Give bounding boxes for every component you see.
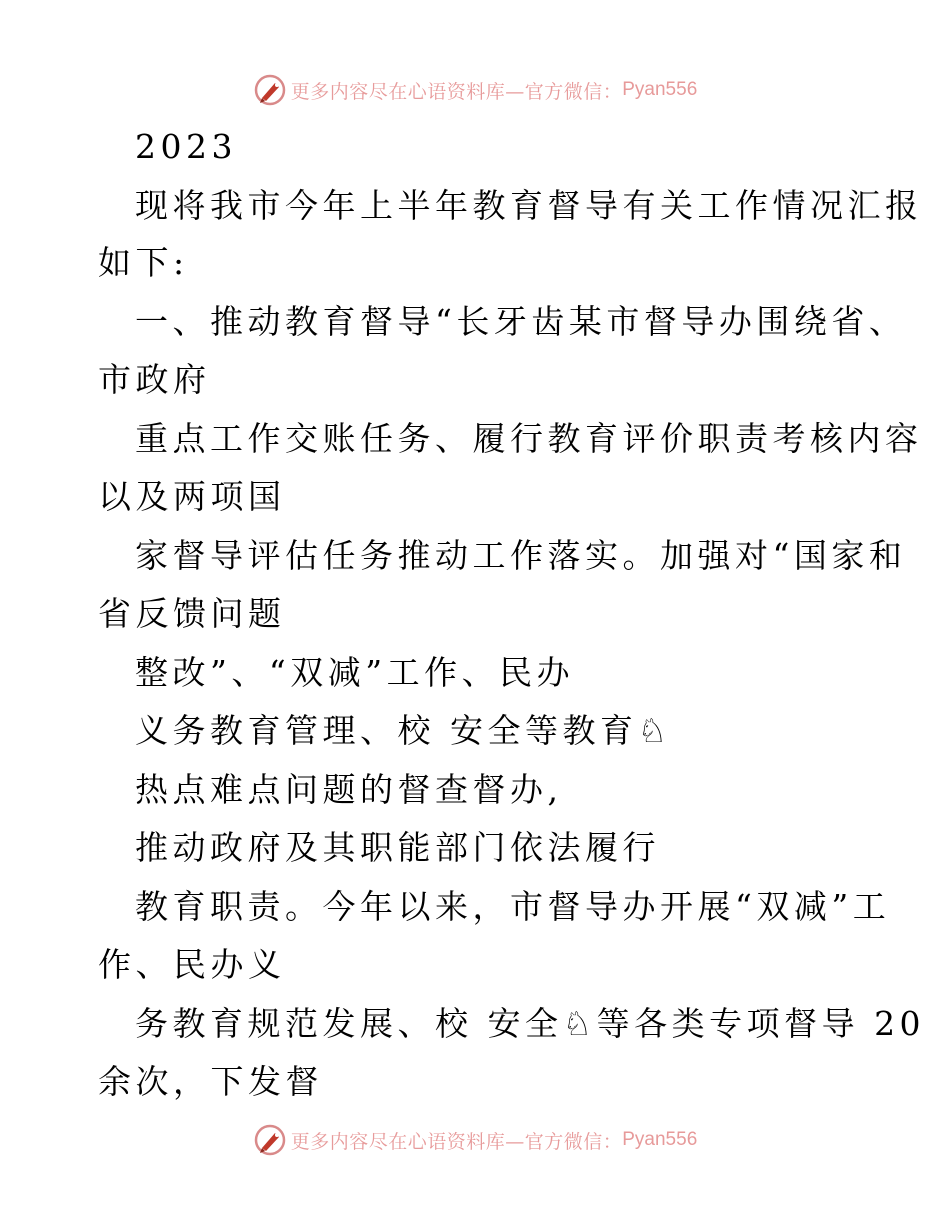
body-line-11: 义务教育管理、校 安全等教育♘ <box>135 711 672 750</box>
watermark-wechat-id: Pyan556 <box>622 79 698 100</box>
body-line-14: 教育职责。今年以来，市督导办开展“双减”工 <box>135 887 891 926</box>
watermark-wechat-id: Pyan556 <box>622 1129 698 1150</box>
body-line-7: 以及两项国 <box>98 477 286 516</box>
watermark-text: 更多内容尽在心语资料库—官方微信： <box>290 80 623 103</box>
body-line-17: 余次，下发督 <box>98 1062 323 1101</box>
body-line-12: 热点难点问题的督查督办, <box>135 770 563 809</box>
body-line-2: 现将我市今年上半年教育督导有关工作情况汇报 <box>135 186 923 225</box>
body-line-15: 作、民办义 <box>98 945 286 984</box>
body-line-4: 一、推动教育督导“长牙齿某市督导办围绕省、 <box>135 302 907 341</box>
body-line-10: 整改”、“双减”工作、民办 <box>135 653 575 692</box>
watermark-footer <box>0 1120 950 1160</box>
body-line-16: 务教育规范发展、校 安全♘等各类专项督导 20 <box>135 1004 926 1043</box>
pen-logo-icon <box>253 1123 287 1157</box>
body-line-9: 省反馈问题 <box>98 594 286 633</box>
body-line-8: 家督导评估任务推动工作落实。加强对“国家和 <box>135 536 907 575</box>
body-line-5: 市政府 <box>98 360 211 399</box>
body-line-1: 2023 <box>135 127 237 166</box>
pen-logo-icon <box>253 73 287 107</box>
body-line-13: 推动政府及其职能部门依法履行 <box>135 828 660 867</box>
watermark-text: 更多内容尽在心语资料库—官方微信： <box>290 1130 623 1153</box>
body-line-6: 重点工作交账任务、履行教育评价职责考核内容 <box>135 419 923 458</box>
watermark-header <box>0 70 950 110</box>
body-line-3: 如下: <box>98 243 189 282</box>
